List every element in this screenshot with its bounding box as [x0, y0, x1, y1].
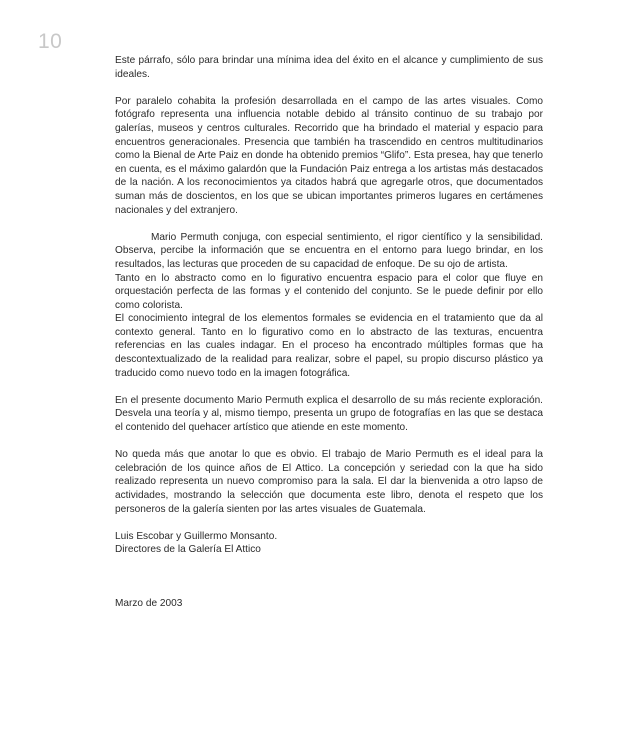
paragraph-exploration: En el presente documento Mario Permuth explica el desarrollo de su más reciente exploración. Desvela una teoría y al, mismo tiempo, presenta un grupo de fotografías en las que se destaca el contenido del quehacer artístico que atiende en este momento. [115, 394, 543, 434]
signature-block [115, 530, 543, 557]
paragraph-observation: Mario Permuth conjuga, con especial sentimiento, el rigor científico y la sensibilidad. Observa, percibe la información que se encuentra en el entorno para luego brindar, en los resultados, las lecturas que proceden de su capacidad de enfoque. De su ojo de artista. [115, 231, 543, 270]
signature-title: Directores de la Galería El Attico [115, 544, 261, 556]
signature-names: Luis Escobar y Guillermo Monsanto. [115, 530, 278, 542]
paragraph-profession: Por paralelo cohabita la profesión desarrollada en el campo de las artes visuales. Como fotógrafo representa una influencia notable debido al tránsito continuo de su trabajo por galerías, museos y centros culturales. Recorrido que ha brindado el material y espacio para encuentros generacionales. Presencia que también ha trascendido en centros multitudinarios como la Bienal de Arte Paiz en donde ha obtenido premios “Glifo”. Esta presea, hay que tenerlo en cuenta, es el máximo galardón que la Fundación Paiz entrega a los artistas más destacados de la nación. A los reconocimientos ya citados habrá que agregarle otros, que documentados suman más de doscientos, en los que se ubican importantes primeros lugares en certámenes nacionales y del extranjero. [115, 95, 543, 216]
paragraph-celebration: No queda más que anotar lo que es obvio. El trabajo de Mario Permuth es el ideal para la celebración de los quince años de El Attico. La concepción y seriedad con la que ha sido realizado representa un nuevo compromiso para la sala. El dar la bienvenida a otro lapso de actividades, mostrando la selección que documenta este libro, denota el respeto que los personeros de la galería sienten por las artes visuales de Guatemala. [115, 449, 543, 515]
paragraph-intro: Este párrafo, sólo para brindar una mínima idea del éxito en el alcance y cumplimiento de sus ideales. [115, 55, 543, 80]
document-date: Marzo de 2003 [115, 597, 183, 609]
paragraph-formal-elements: El conocimiento integral de los elementos formales se evidencia en el tratamiento que da al contexto general. Tanto en lo figurativo como en lo abstracto de las texturas, encuentra referencias en las cuales indagar. En el proceso ha encontrado múltiples formas que ha descontextualizado de la realidad para realizar, sobre el papel, su propio discurso plástico ya traducido como nuevo todo en la imagen fotográfica. [115, 313, 543, 379]
page-number: 10 [38, 30, 63, 53]
paragraph-colorist: Tanto en lo abstracto como en lo figurativo encuentra espacio para el color que fluye en orquestación perfecta de las formas y el contenido del conjunto. Se le puede definir por ello como colorista. [115, 272, 543, 311]
document-body [115, 54, 543, 611]
